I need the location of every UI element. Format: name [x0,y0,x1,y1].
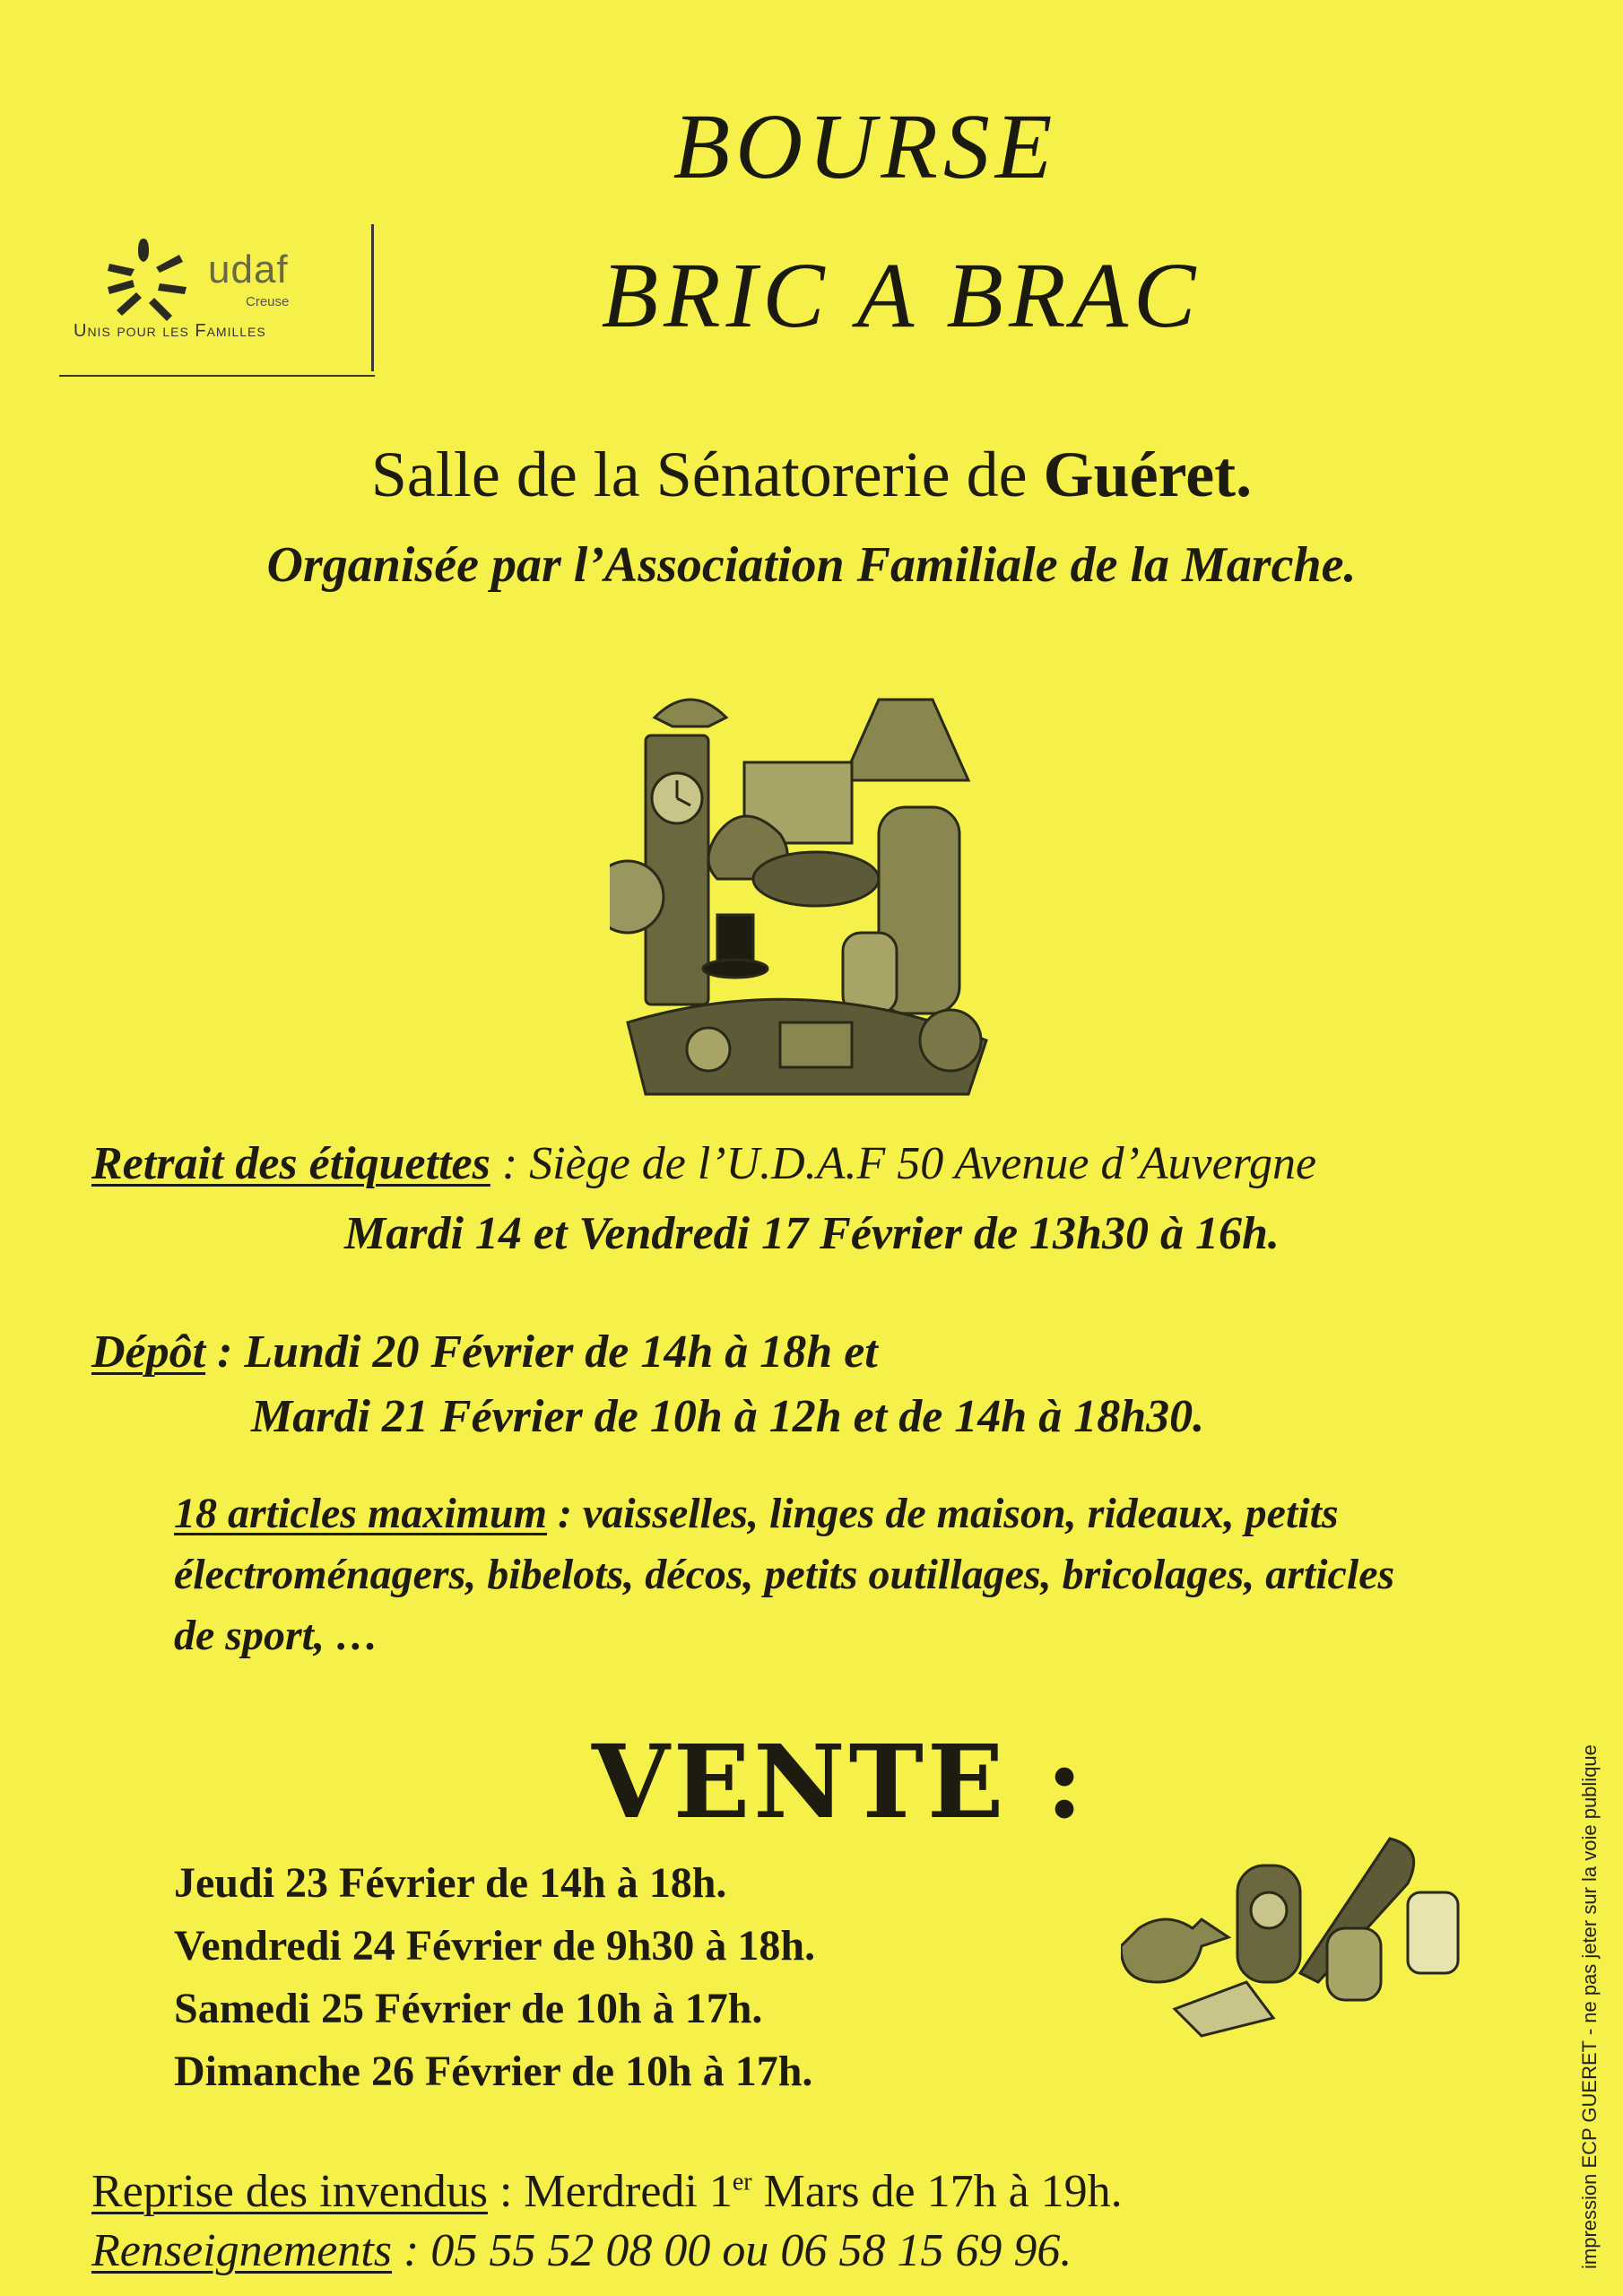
venue [0,438,1623,512]
printer-note: impression ECP GUERET - ne pas jeter sur la voie publique [1578,1744,1601,2269]
articles-line-2: électroménagers, bibelots, décos, petits outillages, bricolages, articles [174,1551,1395,1598]
vente-heading: VENTE : [592,1724,1087,1841]
reprise-line [91,2165,1123,2218]
retrait-place: Siège de l’U.D.A.F 50 Avenue d’Auvergne [529,1138,1317,1189]
logo-brand: udaf [208,248,289,291]
venue-prefix: Salle de la Sénatorerie de [370,439,1044,510]
depot-line-1 [91,1326,878,1378]
reprise-sep: : [487,2166,525,2217]
organiser: Organisée par l’Association Familiale de la Marche. [266,537,1357,593]
articles-label: 18 articles maximum [174,1490,548,1537]
depot-line-2: Mardi 21 Février de 10h à 12h et de 14h à 18h30. [251,1391,1205,1442]
retrait-line-1 [91,1137,1316,1190]
sale-day-4: Dimanche 26 Février de 10h à 17h. [174,2048,813,2095]
venue-city: Guéret. [1043,439,1253,510]
title-line-2: BRIC A BRAC [601,244,1202,347]
renseignements-label: Renseignements [91,2225,393,2276]
retrait-label: Retrait des étiquettes [91,1138,490,1189]
renseignements-line [91,2224,1072,2277]
reprise-sup: er [732,2168,752,2196]
renseignements-text: : 05 55 52 08 00 ou 06 58 15 69 96. [392,2225,1072,2276]
articles-line-1 [174,1489,1339,1538]
articles-line-3: de sport, … [174,1612,378,1659]
sale-day-2: Vendredi 24 Février de 9h30 à 18h. [174,1922,816,1970]
reprise-text-after: Mars de 17h à 19h. [751,2166,1123,2217]
depot-line-1-text: : Lundi 20 Février de 14h à 18h et [205,1326,878,1378]
retrait-sep: : [490,1138,530,1189]
reprise-label: Reprise des invendus [91,2166,488,2217]
teapot-clock-umbrella-illustration [1121,1830,1471,2045]
sale-day-1: Jeudi 23 Février de 14h à 18h. [174,1859,727,1907]
depot-label: Dépôt [91,1326,206,1378]
logo-tagline: Unis pour les Familles [74,321,266,341]
bric-a-brac-pile-illustration [610,682,1004,1103]
reprise-text-before: Merdredi 1 [524,2166,733,2217]
title-line-1: BOURSE [673,95,1058,198]
logo-sub: Creuse [246,294,290,309]
logo-divider-horizontal [59,375,375,377]
articles-line-1-text: : vaisselles, linges de maison, rideaux, petits [547,1490,1339,1537]
sale-day-3: Samedi 25 Février de 10h à 17h. [174,1985,763,2032]
retrait-dates: Mardi 14 et Vendredi 17 Février de 13h30 à 16h. [344,1208,1280,1259]
